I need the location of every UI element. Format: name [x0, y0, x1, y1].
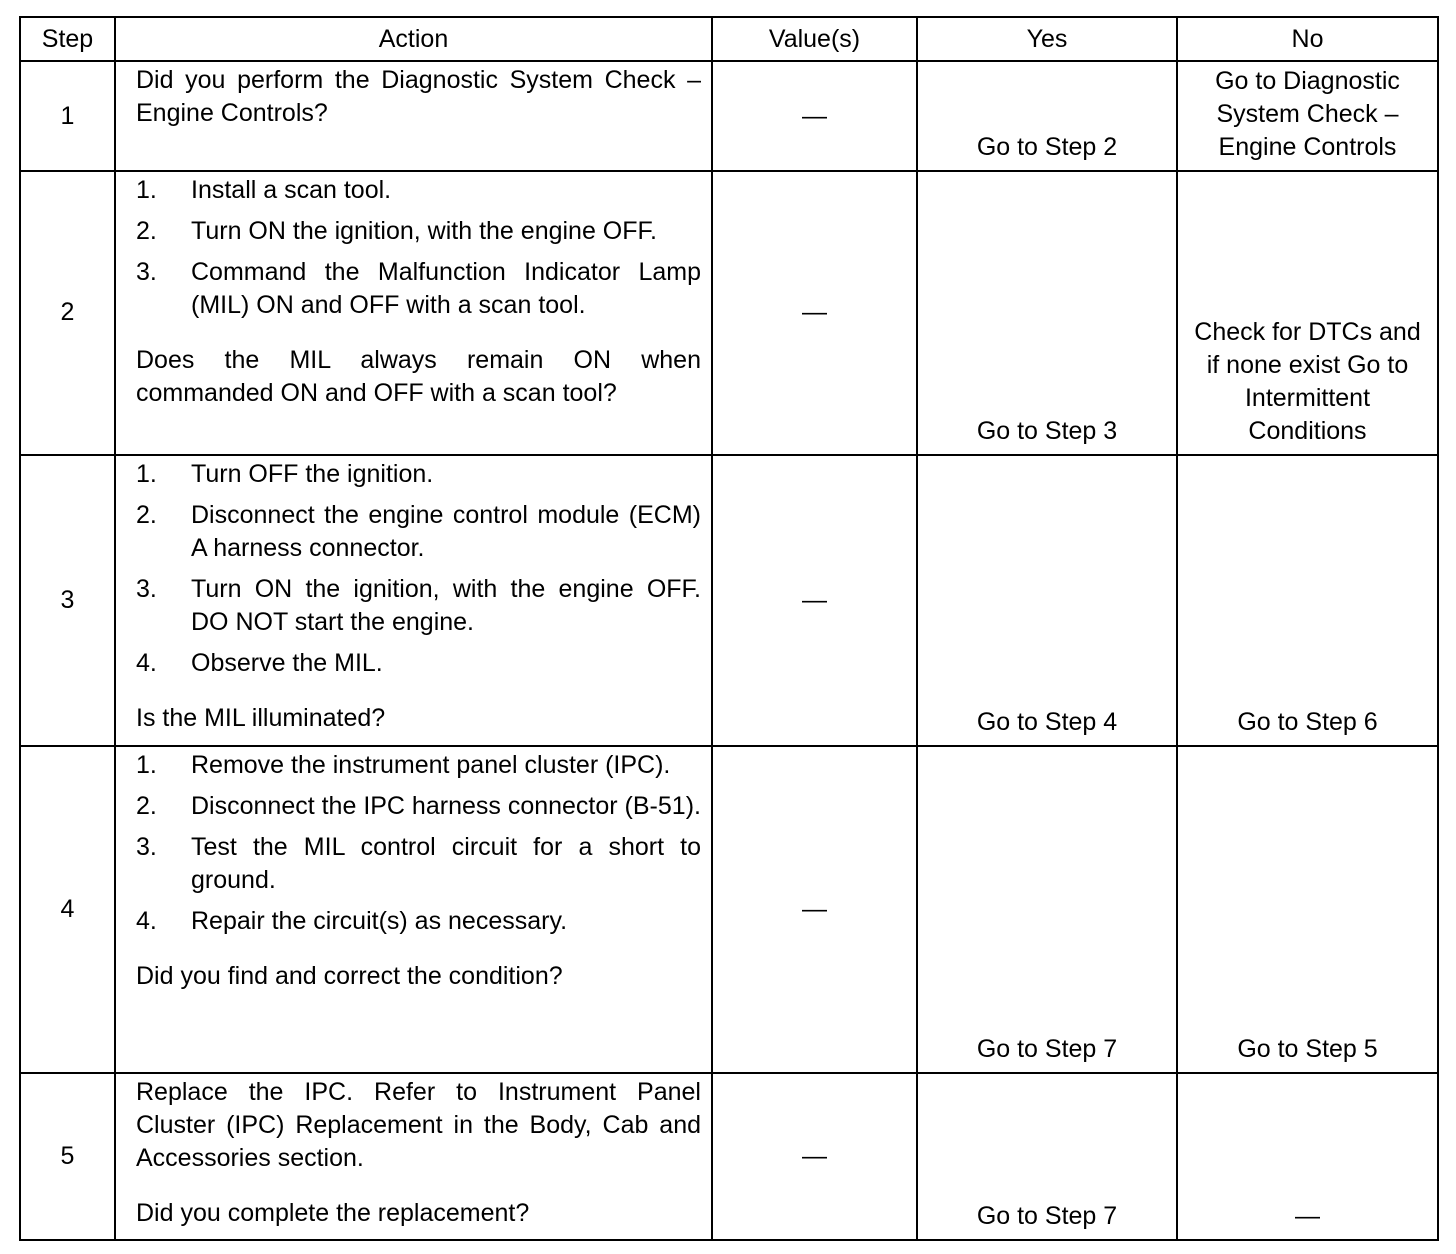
step-number: 1 — [20, 61, 115, 171]
value-cell: — — [712, 1073, 917, 1240]
step-list — [136, 749, 701, 938]
item-text: Observe the MIL. — [191, 648, 383, 677]
diagnostic-table — [19, 16, 1439, 1241]
list-item — [136, 831, 701, 897]
yes-cell: Go to Step 4 — [917, 455, 1177, 746]
item-text: Repair the circuit(s) as necessary. — [191, 907, 568, 936]
header-row — [20, 17, 1438, 61]
action-cell — [115, 1073, 712, 1240]
item-text: Disconnect the engine control module (ECM) A harness connector. — [191, 500, 701, 562]
action-cell — [115, 171, 712, 454]
table-row — [20, 1073, 1438, 1240]
item-text: Remove the instrument panel cluster (IPC). — [191, 751, 671, 780]
action-text: Did you perform the Diagnostic System Check – Engine Controls? — [136, 66, 701, 127]
step-number: 5 — [20, 1073, 115, 1240]
item-number: 4. — [136, 648, 157, 677]
list-item — [136, 790, 701, 823]
list-item — [136, 256, 701, 322]
action-cell — [115, 455, 712, 746]
step-list — [136, 458, 701, 680]
step-list — [136, 174, 701, 322]
step-number: 4 — [20, 746, 115, 1073]
header-step: Step — [20, 17, 115, 61]
table-row — [20, 171, 1438, 454]
item-number: 2. — [136, 792, 157, 821]
question-text: Did you find and correct the condition? — [136, 962, 563, 991]
no-cell: — — [1177, 1073, 1438, 1240]
item-number: 1. — [136, 459, 157, 488]
item-text: Turn ON the ignition, with the engine OFF. — [191, 217, 657, 246]
header-yes: Yes — [917, 17, 1177, 61]
action-cell — [115, 61, 712, 171]
yes-cell: Go to Step 2 — [917, 61, 1177, 171]
yes-cell: Go to Step 7 — [917, 746, 1177, 1073]
yes-cell: Go to Step 3 — [917, 171, 1177, 454]
item-text: Disconnect the IPC harness connector (B-51). — [191, 792, 701, 821]
yes-cell: Go to Step 7 — [917, 1073, 1177, 1240]
item-number: 1. — [136, 751, 157, 780]
table-row — [20, 746, 1438, 1073]
item-number: 2. — [136, 500, 157, 529]
header-no: No — [1177, 17, 1438, 61]
item-text: Command the Malfunction Indicator Lamp (MIL) ON and OFF with a scan tool. — [191, 258, 701, 320]
question-text: Did you complete the replacement? — [136, 1198, 530, 1227]
header-values: Value(s) — [712, 17, 917, 61]
step-number: 3 — [20, 455, 115, 746]
value-cell: — — [712, 171, 917, 454]
item-text: Turn ON the ignition, with the engine OFF. DO NOT start the engine. — [191, 574, 701, 636]
list-item — [136, 499, 701, 565]
item-number: 3. — [136, 833, 157, 862]
item-number: 2. — [136, 217, 157, 246]
list-item — [136, 905, 701, 938]
item-number: 1. — [136, 176, 157, 205]
item-text: Test the MIL control circuit for a short to ground. — [191, 833, 701, 895]
no-cell: Check for DTCs and if none exist Go to Intermittent Conditions — [1177, 171, 1438, 454]
no-cell: Go to Step 5 — [1177, 746, 1438, 1073]
item-number: 3. — [136, 258, 157, 287]
list-item — [136, 647, 701, 680]
table-row — [20, 455, 1438, 746]
header-action: Action — [115, 17, 712, 61]
step-number: 2 — [20, 171, 115, 454]
item-text: Turn OFF the ignition. — [191, 459, 434, 488]
question-text: Does the MIL always remain ON when commanded ON and OFF with a scan tool? — [136, 346, 701, 408]
list-item — [136, 215, 701, 248]
item-text: Install a scan tool. — [191, 176, 392, 205]
action-text: Replace the IPC. Refer to Instrument Panel Cluster (IPC) Replacement in the Body, Cab and Accessories section. — [136, 1077, 701, 1172]
question-text: Is the MIL illuminated? — [136, 703, 386, 732]
no-cell: Go to Step 6 — [1177, 455, 1438, 746]
action-cell — [115, 746, 712, 1073]
list-item — [136, 749, 701, 782]
list-item — [136, 458, 701, 491]
list-item — [136, 573, 701, 639]
no-cell: Go to Diagnostic System Check – Engine Controls — [1177, 61, 1438, 171]
value-cell: — — [712, 61, 917, 171]
item-number: 3. — [136, 574, 157, 603]
item-number: 4. — [136, 907, 157, 936]
table-row — [20, 61, 1438, 171]
list-item — [136, 174, 701, 207]
value-cell: — — [712, 455, 917, 746]
value-cell: — — [712, 746, 917, 1073]
